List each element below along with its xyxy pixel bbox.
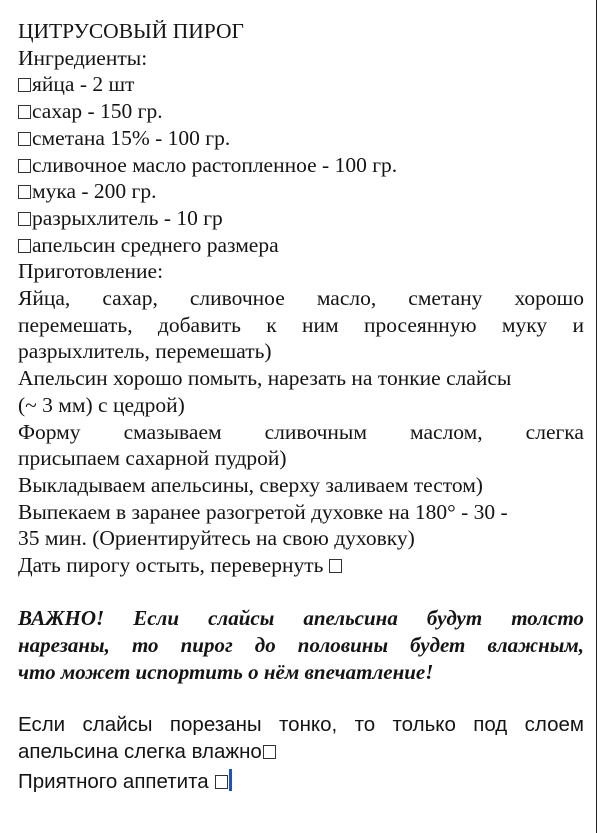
- word: только: [392, 713, 456, 737]
- word: толсто: [511, 606, 584, 631]
- ingredient-text: сливочное масло растопленное - 100 гр.: [32, 152, 398, 177]
- word: Если: [133, 606, 180, 631]
- step-6-text: Дать пирогу остыть, перевернуть: [18, 553, 324, 578]
- step-5-line-2: 35 мин. (Ориентируйтесь на свою духовку): [18, 526, 415, 551]
- step-5-line-1: Выпекаем в заранее разогретой духовке на 180° - 30 -: [18, 499, 508, 524]
- step-1-line-1: [18, 285, 584, 312]
- ingredients-heading: Ингредиенты:: [18, 45, 148, 70]
- ingredient-item: [18, 232, 584, 259]
- step-4: Выкладываем апельсины, сверху заливаем тестом): [18, 472, 483, 497]
- word: и: [572, 312, 584, 337]
- ingredient-item: [18, 152, 584, 179]
- word: будут: [426, 606, 483, 631]
- step-2-line-1: Апельсин хорошо помыть, нарезать на тонкие слайсы: [18, 366, 512, 391]
- word: хорошо: [514, 286, 584, 311]
- checkbox-glyph-icon: [215, 775, 228, 789]
- word: Форму: [18, 419, 81, 444]
- ingredient-item: [18, 125, 584, 152]
- word: тонко,: [279, 713, 338, 737]
- word: слегка: [525, 419, 584, 444]
- recipe-title: ЦИТРУСОВЫЙ ПИРОГ: [18, 19, 244, 43]
- checkbox-glyph-icon: [18, 105, 31, 119]
- word: к: [266, 312, 277, 337]
- blank-line: [18, 686, 584, 713]
- word: ним: [302, 312, 339, 337]
- ingredient-item: [18, 178, 584, 205]
- word: добавить: [157, 312, 241, 337]
- ingredient-text: сахар - 150 гр.: [32, 99, 163, 124]
- word: то: [131, 633, 159, 658]
- word: слоем: [524, 713, 584, 737]
- word: Яйца,: [18, 286, 71, 311]
- word: слайсы: [82, 713, 153, 737]
- word: половины: [297, 633, 389, 658]
- note-line-1: [18, 712, 584, 739]
- checkbox-glyph-icon: [18, 185, 31, 199]
- closing-text: Приятного аппетита: [18, 769, 209, 793]
- word: маслом,: [410, 419, 483, 444]
- word: сметану: [408, 286, 483, 311]
- step-3-line-1: [18, 419, 584, 446]
- warning-line-3: что может испортить о нём впечатление!: [18, 659, 434, 684]
- word: сливочным: [264, 419, 367, 444]
- checkbox-glyph-icon: [18, 239, 31, 253]
- checkbox-glyph-icon: [18, 132, 31, 146]
- ingredient-text: яйца - 2 шт: [32, 72, 135, 97]
- word: пирог: [180, 633, 233, 658]
- checkbox-glyph-icon: [18, 78, 31, 92]
- warning-line-2: [18, 632, 584, 659]
- document-body[interactable]: [18, 18, 584, 795]
- ingredient-item: [18, 98, 584, 125]
- word: нарезаны,: [18, 633, 110, 658]
- checkbox-glyph-icon: [263, 745, 276, 759]
- word: до: [254, 633, 276, 658]
- word: под: [473, 713, 508, 737]
- word: масло,: [316, 286, 377, 311]
- ingredient-text: сметана 15% - 100 гр.: [32, 125, 231, 150]
- warning-line-1: [18, 605, 584, 632]
- text-cursor: [229, 769, 232, 791]
- note-line-2: [18, 739, 584, 766]
- step-1-line-2: [18, 312, 584, 339]
- step-3-line-2: присыпаем сахарной пудрой): [18, 446, 287, 471]
- word: влажным,: [487, 633, 584, 658]
- word: слайсы: [208, 606, 275, 631]
- note-text: апельсина слегка влажно: [18, 739, 262, 763]
- closing-line: [18, 766, 584, 796]
- word: просеянную: [363, 312, 477, 337]
- ingredient-text: разрыхлитель - 10 гр: [32, 205, 223, 230]
- word: сахар,: [102, 286, 158, 311]
- blank-line: [18, 579, 584, 606]
- word: апельсина: [303, 606, 398, 631]
- ingredient-item: [18, 205, 584, 232]
- checkbox-glyph-icon: [329, 559, 342, 573]
- step-2-line-2: (~ 3 мм) с цедрой): [18, 392, 185, 417]
- word: смазываем: [123, 419, 222, 444]
- preparation-heading: Приготовление:: [18, 259, 164, 284]
- ingredient-text: мука - 200 гр.: [32, 179, 157, 204]
- word: перемешать,: [18, 312, 133, 337]
- word: порезаны: [169, 713, 262, 737]
- word: будет: [410, 633, 466, 658]
- word: сливочное: [189, 286, 285, 311]
- ingredient-text: апельсин среднего размера: [32, 232, 279, 257]
- word: Если: [18, 713, 66, 737]
- step-1-line-3: разрыхлитель, перемешать): [18, 339, 272, 364]
- step-6: [18, 552, 584, 579]
- word: то: [354, 713, 376, 737]
- checkbox-glyph-icon: [18, 159, 31, 173]
- ingredient-item: [18, 71, 584, 98]
- word: муку: [501, 312, 548, 337]
- word: ВАЖНО!: [18, 606, 105, 631]
- checkbox-glyph-icon: [18, 212, 31, 226]
